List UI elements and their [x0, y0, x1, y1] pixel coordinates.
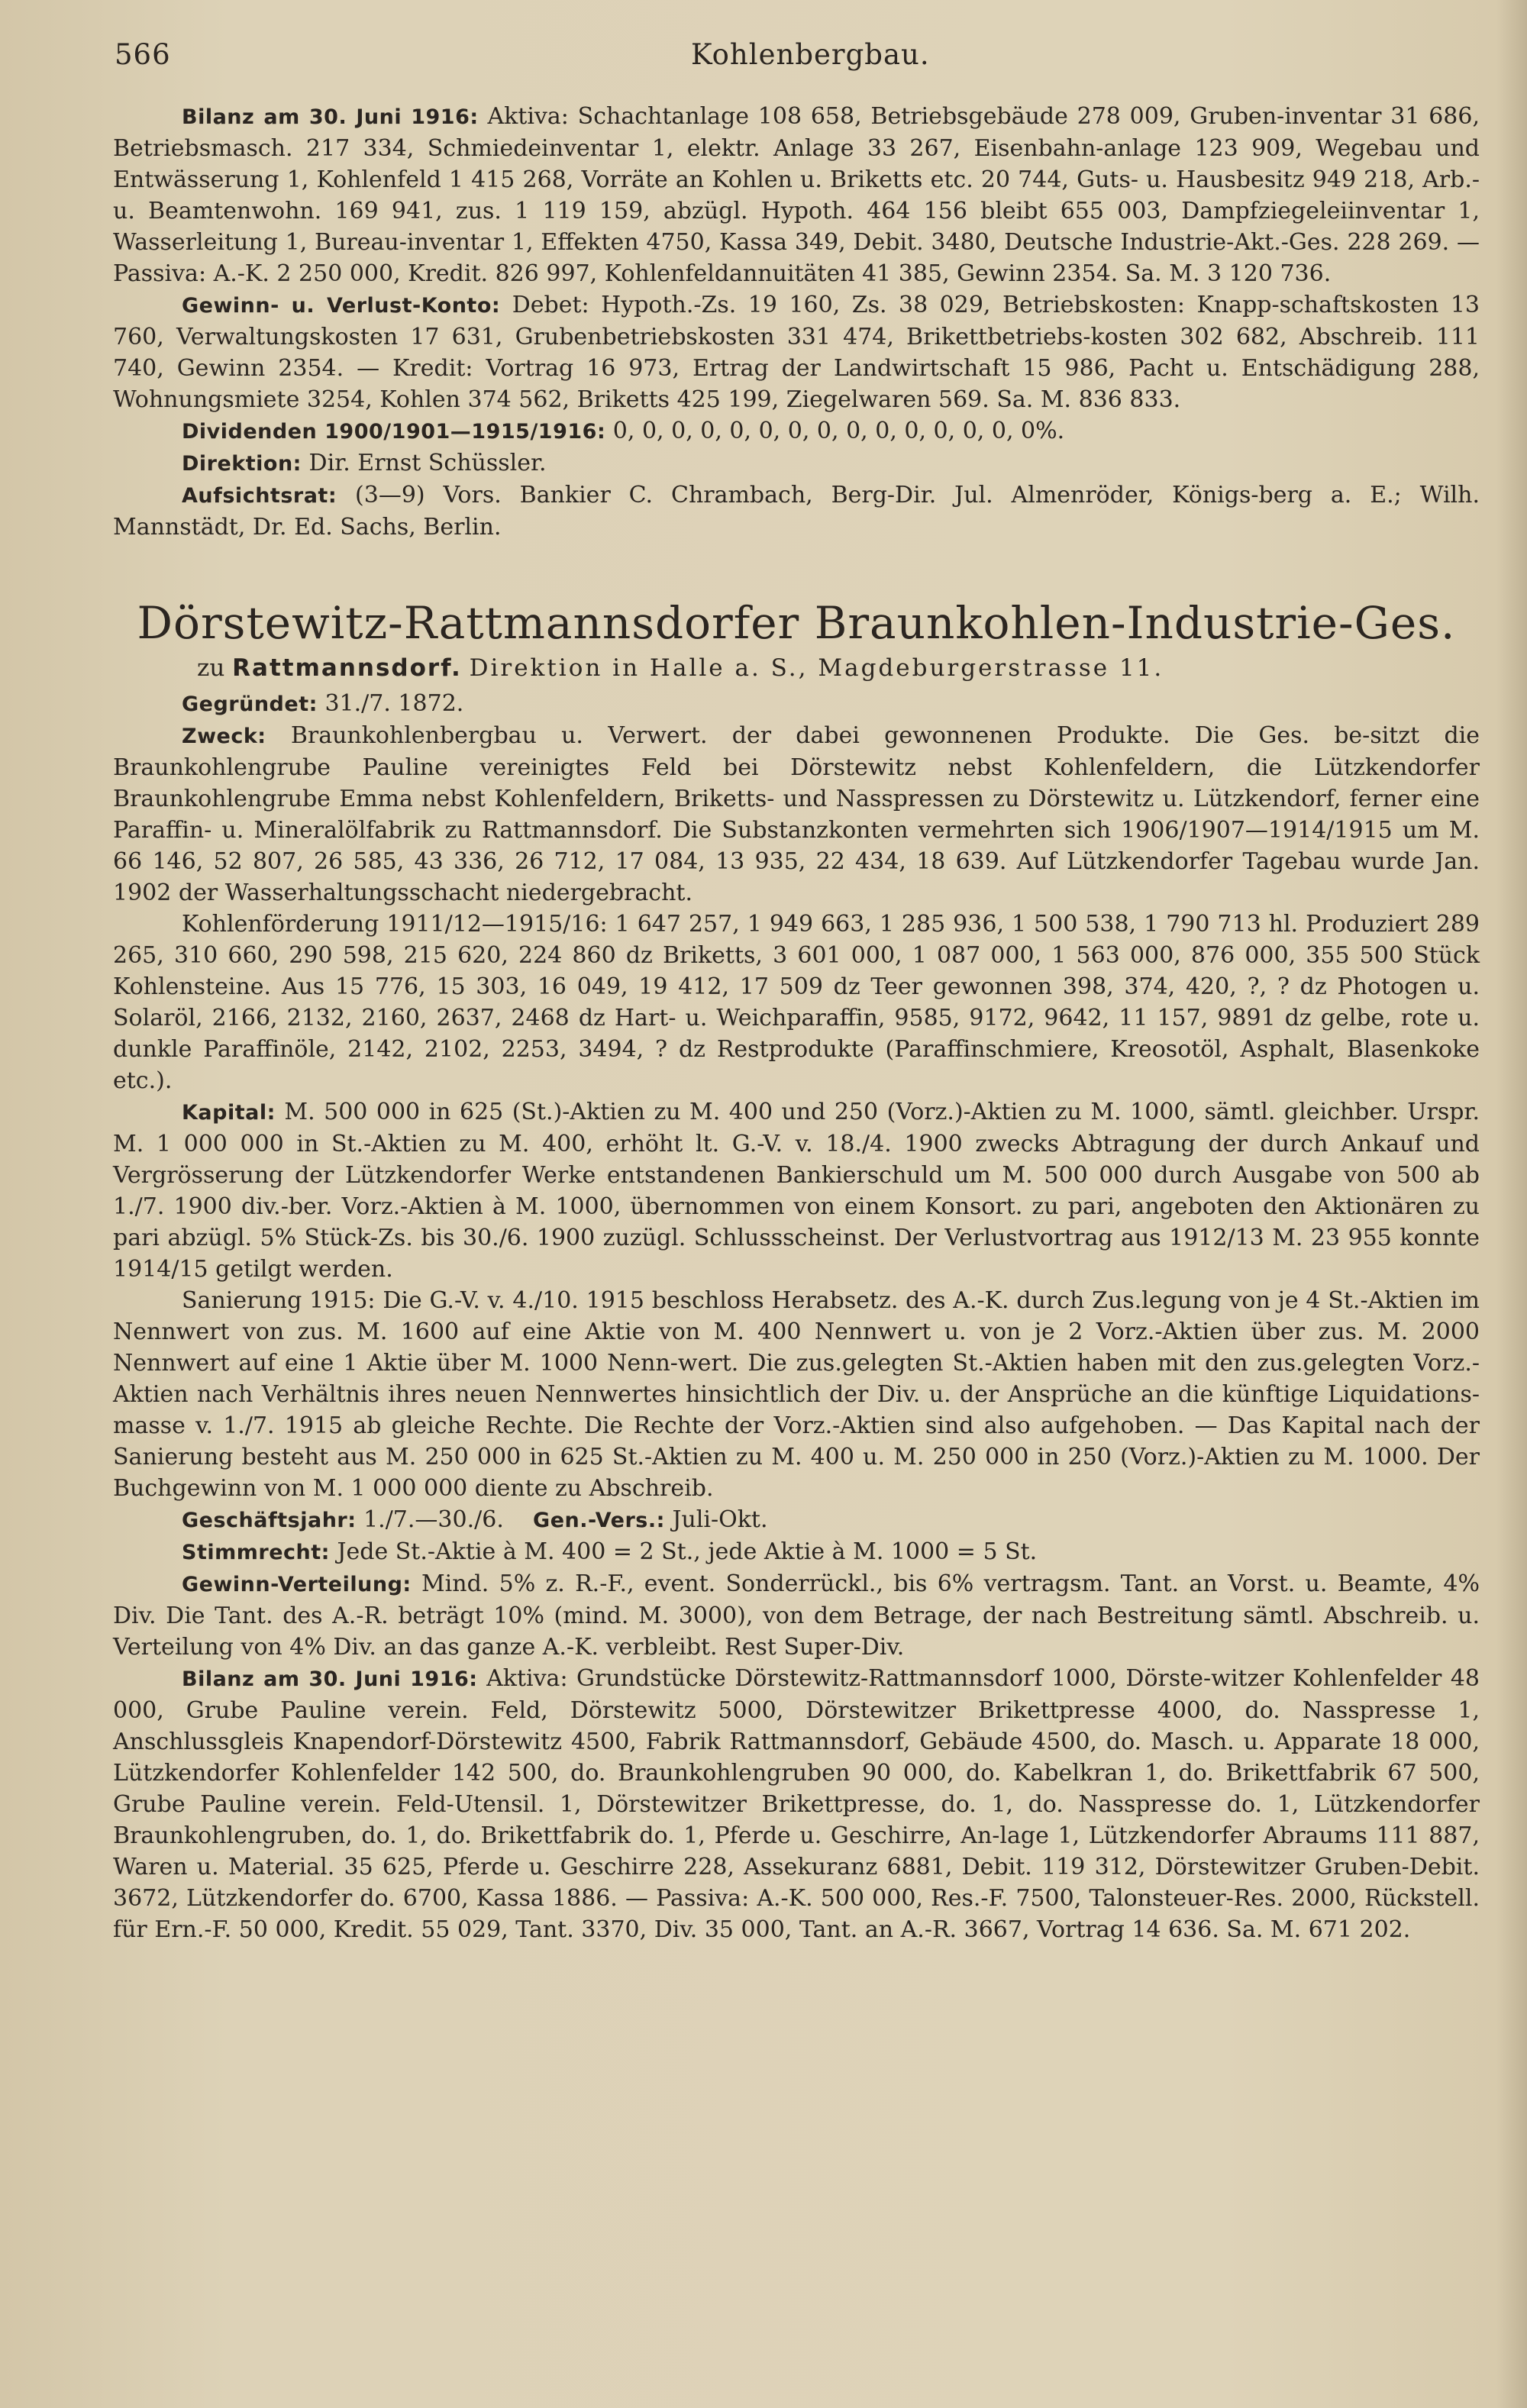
bilanz-paragraph	[113, 1663, 1480, 1945]
gewinn-verteilung-text: Mind. 5% z. R.-F., event. Sonderrückl., bis 6% vertragsm. Tant. an Vorst. u. Beamte, 4% Div. Die Tant. des A.-R. beträgt 10% (mind. M. 3000), von dem Betrage, der nach Bestreitung sämtl. Abschreib. u. Verteilung von 4% Div. an das ganze A.-K. verbleibt. Rest Super-Div.	[113, 1570, 1480, 1661]
gewinn-verteilung-paragraph	[113, 1568, 1480, 1663]
company-location	[197, 651, 1480, 685]
foerderung-paragraph: Kohlenförderung 1911/12—1915/16: 1 647 257, 1 949 663, 1 285 936, 1 500 538, 1 790 713 hl. Produziert 289 265, 310 660, 290 598, 215 620, 224 860 dz Briketts, 3 601 000, 1 087 000, 1 563 000, 876 000, 355 500 Stück Kohlensteine. Aus 15 776, 15 303, 16 049, 19 412, 17 509 dz Teer gewonnen 398, 374, 420, ?, ? dz Photogen u. Solaröl, 2166, 2132, 2160, 2637, 2468 dz Hart- u. Weichparaffin, 9585, 9172, 9642, 11 157, 9891 dz gelbe, rote u. dunkle Paraffinöle, 2142, 2102, 2253, 3494, ? dz Restprodukte (Paraffinschmiere, Kreosotöl, Asphalt, Blasenkoke etc.).	[113, 911, 1480, 1094]
zweck-text: Braunkohlenbergbau u. Verwert. der dabei gewonnenen Produkte. Die Ges. be-sitzt die Braunkohlengrube Pauline vereinigtes Feld bei Dörstewitz nebst Kohlenfeldern, die Lützkendorfer Braunkohlengrube Emma nebst Kohlenfeldern, Briketts- und Nasspressen zu Dörstewitz u. Lützkendorf, ferner eine Paraffin- u. Mineralölfabrik zu Rattmannsdorf. Die Substanzkonten vermehrten sich 1906/1907—1914/1915 um M. 66 146, 52 807, 26 585, 43 336, 26 712, 17 084, 13 935, 22 434, 18 639. Auf Lützkendorfer Tagebau wurde Jan. 1902 der Wasserhaltungsschacht niedergebracht.	[113, 722, 1480, 906]
gegruendet-label: Gegründet:	[182, 692, 318, 716]
gegruendet-text: 31./7. 1872.	[324, 690, 464, 717]
prev-guv-label: Gewinn- u. Verlust-Konto:	[182, 294, 501, 318]
prev-bilanz-label: Bilanz am 30. Juni 1916:	[182, 105, 479, 129]
prev-dividenden-text: 0, 0, 0, 0, 0, 0, 0, 0, 0, 0, 0, 0, 0, 0, 0%.	[612, 418, 1065, 444]
gen-vers-text: Juli-Okt.	[672, 1506, 768, 1533]
gen-vers-label: Gen.-Vers.:	[533, 1509, 665, 1532]
company-zu: zu	[197, 654, 225, 682]
prev-direktion-paragraph	[113, 447, 1480, 479]
kapital-paragraph	[113, 1096, 1480, 1285]
stimmrecht-label: Stimmrecht:	[182, 1541, 330, 1564]
sanierung-paragraph: Sanierung 1915: Die G.-V. v. 4./10. 1915 beschloss Herabsetz. des A.-K. durch Zus.legung von je 4 St.-Aktien im Nennwert von zus. M. 1600 auf eine Aktie von M. 400 Nennwert u. von je 2 Vorz.-Aktien über zus. M. 2000 Nennwert auf eine 1 Aktie über M. 1000 Nenn-wert. Die zus.gelegten St.-Aktien haben mit den zus.gelegten Vorz.-Aktien nach Verhältnis ihres neuen Nennwertes hinsichtlich der Div. u. der Ansprüche an die künftige Liquidations-masse v. 1./7. 1915 ab gleiche Rechte. Die Rechte der Vorz.-Aktien sind also aufgehoben. — Das Kapital nach der Sanierung besteht aus M. 250 000 in 625 St.-Aktien zu M. 400 u. M. 250 000 in 250 (Vorz.)-Aktien zu M. 1000. Der Buchgewinn von M. 1 000 000 diente zu Abschreib.	[113, 1287, 1480, 1502]
prev-bilanz-text: Aktiva: Schachtanlage 108 658, Betriebsgebäude 278 009, Gruben-inventar 31 686, Betriebsmasch. 217 334, Schmiedeinventar 1, elektr. Anlage 33 267, Eisenbahn-anlage 123 909, Wegebau und Entwässerung 1, Kohlenfeld 1 415 268, Vorräte an Kohlen u. Briketts etc. 20 744, Guts- u. Hausbesitz 949 218, Arb.- u. Beamtenwohn. 169 941, zus. 1 119 159, abzügl. Hypoth. 464 156 bleibt 655 003, Dampfziegeleiinventar 1, Wasserleitung 1, Bureau-inventar 1, Effekten 4750, Kassa 349, Debit. 3480, Deutsche Industrie-Akt.-Ges. 228 269. — Passiva: A.-K. 2 250 000, Kredit. 826 997, Kohlenfeldannuitäten 41 385, Gewinn 2354. Sa. M. 3 120 736.	[113, 103, 1480, 287]
company-address: Direktion in Halle a. S., Magdeburgerstrasse 11.	[469, 654, 1164, 682]
stimmrecht-paragraph	[113, 1536, 1480, 1568]
prev-bilanz-paragraph	[113, 101, 1480, 289]
prev-aufsichtsrat-label: Aufsichtsrat:	[182, 484, 337, 508]
bilanz-text: Aktiva: Grundstücke Dörstewitz-Rattmannsdorf 1000, Dörste-witzer Kohlenfelder 48 000, Grube Pauline verein. Feld, Dörstewitz 5000, Dörstewitzer Brikettpresse 4000, do. Nasspresse 1, Anschlussgleis Knapendorf-Dörstewitz 4500, Fabrik Rattmannsdorf, Gebäude 4500, do. Masch. u. Apparate 18 000, Lützkendorfer Kohlenfelder 142 500, do. Braunkohlengruben 90 000, do. Kabelkran 1, do. Brikettfabrik 67 500, Grube Pauline verein. Feld-Utensil. 1, Dörstewitzer Brikettpresse, do. 1, do. Nasspresse do. 1, Lützkendorfer Braunkohlengruben, do. 1, do. Brikettfabrik do. 1, Pferde u. Geschirre, An-lage 1, Lützkendorfer Abraums 111 887, Waren u. Material. 35 625, Pferde u. Geschirre 228, Assekuranz 6881, Debit. 119 312, Dörstewitzer Gruben-Debit. 3672, Lützkendorfer do. 6700, Kassa 1886. — Passiva: A.-K. 500 000, Res.-F. 7500, Talonsteuer-Res. 2000, Rückstell. für Ern.-F. 50 000, Kredit. 55 029, Tant. 3370, Div. 35 000, Tant. an A.-R. 3667, Vortrag 14 636. Sa. M. 671 202.	[113, 1665, 1480, 1943]
bilanz-label: Bilanz am 30. Juni 1916:	[182, 1667, 478, 1691]
kapital-label: Kapital:	[182, 1101, 276, 1125]
running-title: Kohlenbergbau.	[691, 38, 930, 71]
geschaeftsjahr-label: Geschäftsjahr:	[182, 1509, 357, 1532]
prev-dividenden-paragraph	[113, 415, 1480, 447]
prev-guv-text: Debet: Hypoth.-Zs. 19 160, Zs. 38 029, Betriebskosten: Knapp-schaftskosten 13 760, Verwaltungskosten 17 631, Grubenbetriebskosten 331 474, Brikettbetriebs-kosten 302 682, Abschreib. 111 740, Gewinn 2354. — Kredit: Vortrag 16 973, Ertrag der Landwirtschaft 15 986, Pacht u. Entschädigung 288, Wohnungsmiete 3254, Kohlen 374 562, Briketts 425 199, Ziegelwaren 569. Sa. M. 836 833.	[113, 292, 1480, 413]
page-edge-shadow	[1496, 0, 1527, 2408]
prev-guv-paragraph	[113, 289, 1480, 415]
gegruendet-paragraph	[113, 688, 1480, 720]
page-number: 566	[115, 38, 171, 71]
section-gap	[113, 543, 1480, 596]
page-header	[115, 38, 1474, 84]
geschaeftsjahr-text: 1./7.—30./6.	[363, 1506, 504, 1533]
company-place: Rattmannsdorf.	[232, 654, 462, 682]
prev-aufsichtsrat-text: (3—9) Vors. Bankier C. Chrambach, Berg-Dir. Jul. Almenröder, Königs-berg a. E.; Wilh. Mannstädt, Dr. Ed. Sachs, Berlin.	[113, 482, 1480, 541]
geschaeftsjahr-paragraph	[113, 1504, 1480, 1536]
kapital-text: M. 500 000 in 625 (St.)-Aktien zu M. 400 und 250 (Vorz.)-Aktien zu M. 1000, sämtl. gleichber. Urspr. M. 1 000 000 in St.-Aktien zu M. 400, erhöht lt. G.-V. v. 18./4. 1900 zwecks Abtragung der durch Ankauf und Vergrösserung der Lützkendorfer Werke entstandenen Bankierschuld um M. 500 000 durch Ausgabe von 500 ab 1./7. 1900 div.-ber. Vorz.-Aktien à M. 1000, übernommen von einem Konsort. zu pari, angeboten den Aktionären zu pari abzügl. 5% Stück-Zs. bis 30./6. 1900 zuzügl. Schlussscheinst. Der Verlustvortrag aus 1912/13 M. 23 955 konnte 1914/15 getilgt werden.	[113, 1099, 1480, 1283]
page-content	[113, 101, 1480, 1945]
gewinn-verteilung-label: Gewinn-Verteilung:	[182, 1573, 412, 1596]
prev-direktion-text: Dir. Ernst Schüssler.	[308, 450, 547, 476]
zweck-paragraph	[113, 720, 1480, 909]
prev-dividenden-label: Dividenden 1900/1901—1915/1916:	[182, 420, 606, 444]
company-title: Dörstewitz-Rattmannsdorfer Braunkohlen-Industrie-Ges.	[137, 597, 1456, 649]
stimmrecht-text: Jede St.-Aktie à M. 400 = 2 St., jede Aktie à M. 1000 = 5 St.	[337, 1538, 1038, 1565]
zweck-label: Zweck:	[182, 725, 266, 748]
prev-aufsichtsrat-paragraph	[113, 479, 1480, 543]
prev-direktion-label: Direktion:	[182, 452, 302, 476]
